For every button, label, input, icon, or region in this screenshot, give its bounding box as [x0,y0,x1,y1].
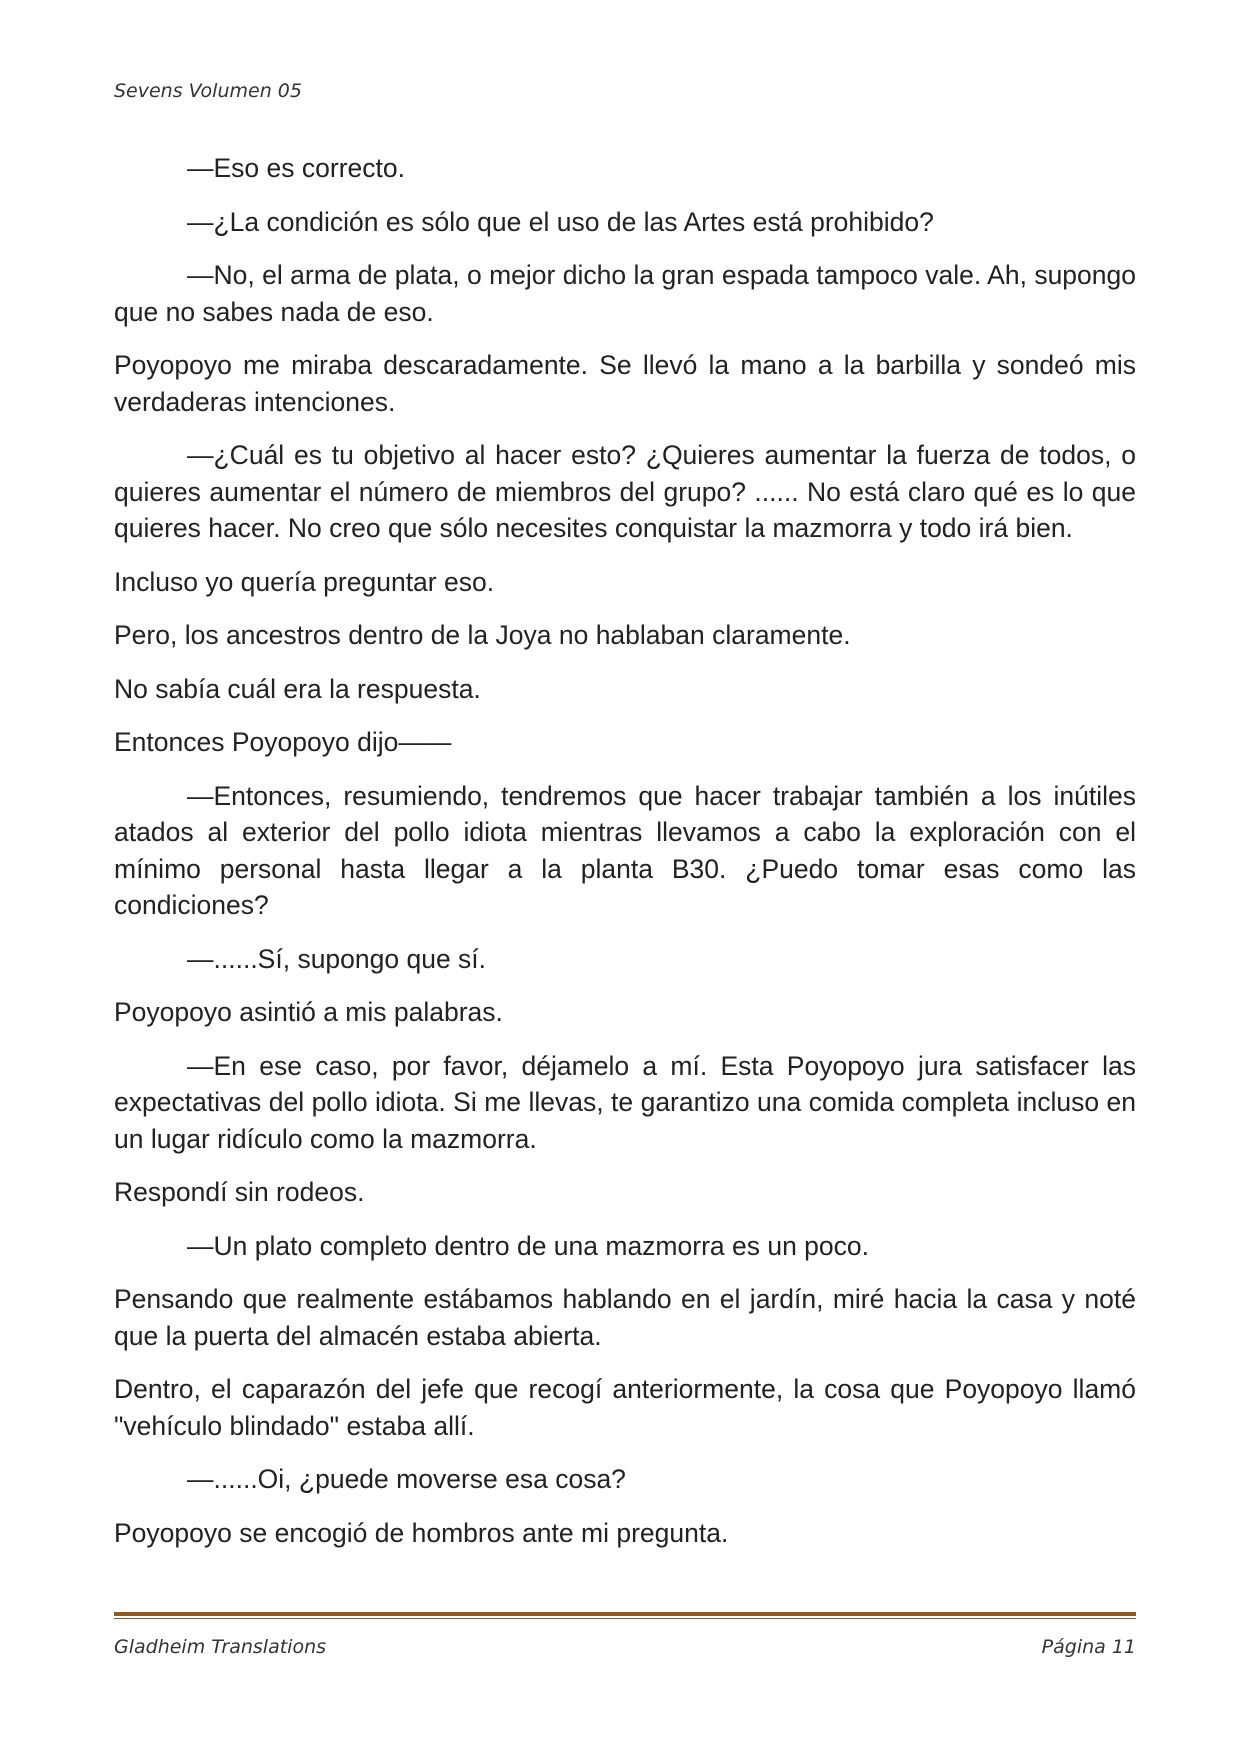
paragraph: —¿Cuál es tu objetivo al hacer esto? ¿Quieres aumentar la fuerza de todos, o quieres aumentar el número de miembros del grupo? ...... No está claro qué es lo que quieres hacer. No creo que sólo necesites conquistar la mazmorra y todo irá bien. [114,440,1136,543]
paragraph: —Eso es correcto. [187,153,405,183]
footer-divider-thin [114,1618,1136,1619]
footer-page-number: Página 11 [1041,1636,1136,1658]
paragraph: —No, el arma de plata, o mejor dicho la gran espada tampoco vale. Ah, supongo que no sabes nada de eso. [114,260,1136,327]
paragraph: No sabía cuál era la respuesta. [114,673,481,704]
body-text [114,150,1136,1568]
paragraph: Pero, los ancestros dentro de la Joya no hablaban claramente. [114,620,851,650]
paragraph: Poyopoyo asintió a mis palabras. [114,997,503,1027]
paragraph: —Entonces, resumiendo, tendremos que hacer trabajar también a los inútiles atados al exterior del pollo idiota mientras llevamos a cabo la exploración con el mínimo personal hasta llegar a la planta B30. ¿Puedo tomar esas como las condiciones? [114,780,1136,920]
paragraph: —......Oi, ¿puede moverse esa cosa? [187,1464,626,1494]
paragraph: —Un plato completo dentro de una mazmorra es un poco. [187,1230,870,1261]
footer-divider [114,1612,1136,1620]
paragraph: Dentro, el caparazón del jefe que recogí anteriormente, la cosa que Poyopoyo llamó "vehículo blindado" estaba allí. [114,1374,1136,1441]
paragraph: Pensando que realmente estábamos hablando en el jardín, miré hacia la casa y noté que la puerta del almacén estaba abierta. [114,1284,1136,1351]
paragraph: Entonces Poyopoyo dijo―― [114,727,452,757]
paragraph: —¿La condición es sólo que el uso de las Artes está prohibido? [187,206,934,237]
page-header-title: Sevens Volumen 05 [114,80,302,102]
footer-publisher: Gladheim Translations [114,1636,327,1658]
paragraph: —......Sí, supongo que sí. [187,943,487,974]
paragraph: Poyopoyo me miraba descaradamente. Se llevó la mano a la barbilla y sondeó mis verdaderas intenciones. [114,350,1136,417]
paragraph: Respondí sin rodeos. [114,1177,365,1207]
footer-divider-thick [114,1612,1136,1616]
paragraph: Incluso yo quería preguntar eso. [114,566,495,597]
paragraph: —En ese caso, por favor, déjamelo a mí. Esta Poyopoyo jura satisfacer las expectativas del pollo idiota. Si me llevas, te garantizo una comida completa incluso en un lugar ridículo como la mazmorra. [114,1050,1136,1154]
paragraph: Poyopoyo se encogió de hombros ante mi pregunta. [114,1517,729,1548]
